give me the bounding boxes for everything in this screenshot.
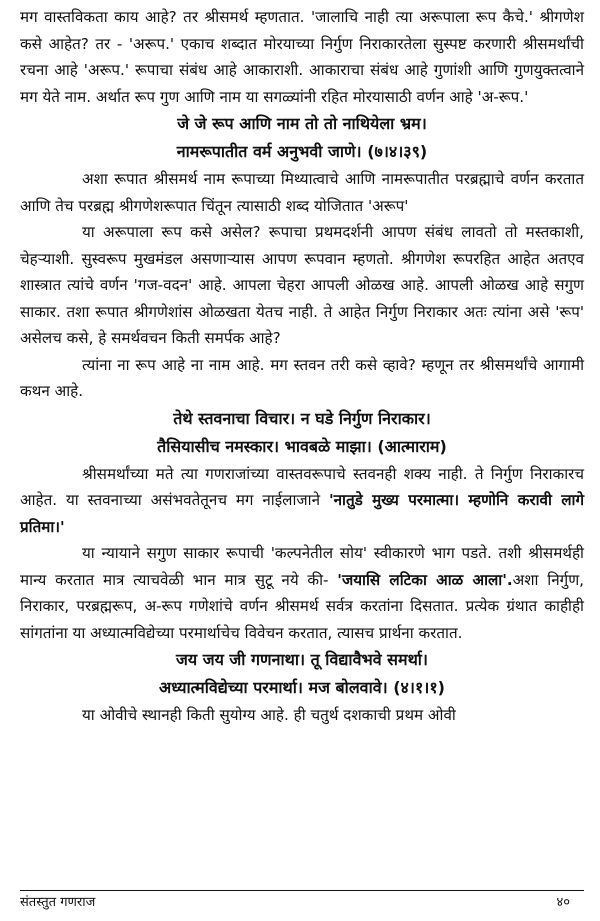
verse-1-line-2: नामरूपातीत वर्म अनुभवी जाणे। (७।४।३९)	[176, 142, 428, 161]
verse-1-line-1: जे जे रूप आणि नाम तो तो नाथियेला भ्रम।	[177, 114, 427, 133]
paragraph-7	[20, 702, 584, 729]
verse-3-line-2: अध्यात्मविद्येच्या परमार्था। मज बोलवावे। (४।१।१)	[159, 678, 445, 697]
paragraph-3-text: या अरूपाला रूप कसे असेल? रूपाचा प्रथमदर्शनी आपण संबंध लावतो तो मस्तकाशी, चेहऱ्याशी. सुस्वरूप मुखमंडल असणाऱ्यास आपण रूपवान म्हणतो. श्रीगणेश रूपरहित आहेत अतएव शास्त्रात त्यांचे वर्णन 'गज-वदन' आहे. आपला चेहरा आपली ओळख आहे. आपली ओळख आहे सगुण साकार. तशा रूपात श्रीगणेशांस ओळखता येतच नाही. ते आहेत निर्गुण निराकार अतः त्यांना असे 'रूप' असेलच कसे, हे समर्थवचन किती समर्पक आहे?	[20, 223, 584, 347]
page-number: ४०	[556, 895, 570, 910]
paragraph-4-text: त्यांना ना रूप आहे ना नाम आहे. मग स्तवन तरी कसे व्हावे? म्हणून तर श्रीसमर्थांचे आगामी कथन आहे.	[20, 355, 584, 400]
paragraph-5-text: श्रीसमर्थांच्या मते त्या गणराजांच्या वास्तवरूपाचे स्तवनही शक्य नाही. ते निर्गुण निराकारच आहेत. या स्तवनाच्या असंभवतेतूनच मग नाईलाजाने	[20, 464, 584, 509]
paragraph-2	[20, 166, 584, 219]
verse-2-line-1: तेथे स्तवनाचा विचार। न घडे निर्गुण निराकार।	[173, 408, 431, 428]
paragraph-6-text-b: अशा निर्गुण, निराकार, परब्रह्मरूप, अ-रूप गणेशांचे वर्णन श्रीसमर्थ सर्वत्र करतांना दिसतात. प्रत्येक ग्रंथात काहीही सांगतांना या अध्यात्मविद्येच्या परमार्थाचेच विवेचन करतात, त्यासच प्रार्थना करतात.	[20, 570, 584, 642]
book-title: संतस्तुत गणराज	[20, 895, 96, 910]
paragraph-6-text-a: या न्यायाने सगुण साकार रूपाची 'कल्पनेतील सोय' स्वीकारणे भाग पडते. तशी श्रीसमर्थही मान्य करतात मात्र त्याचवेळी भान मात्र सुटू नये की-	[20, 544, 584, 589]
verse-3-line-1: जय जय जी गणनाथा। तू विद्यावैभवे समर्था।	[175, 650, 428, 669]
paragraph-7-text: या ओवीचे स्थानही किती सुयोग्य आहे. ही चतुर्थ दशकाची प्रथम ओवी	[82, 706, 456, 724]
verse-2-line-2: तैसियासीच नमस्कार। भावबळे माझा। (आत्माराम)	[157, 436, 447, 456]
paragraph-1: मग वास्तविकता काय आहे? तर श्रीसमर्थ म्हणतात. 'जालाचि नाही त्या अरूपाला रूप कैचे.' श्रीगणेश कसे आहेत? तर - 'अरूप.' एकाच शब्दात मोरयाच्या निर्गुण निराकारतेला सुस्पष्ट करणारी श्रीसमर्थांची रचना आहे 'अरूप.' रूपाचा संबंध आहे आकाराशी. आकाराचा संबंध आहे गुणांशी आणि गुणयुक्तत्वाने मग येते नाम. अर्थात रूप गुण आणि नाम या सगळ्यांनी रहित मोरयासाठी वर्णन आहे 'अ-रूप.'	[20, 8, 584, 106]
paragraph-4	[20, 352, 584, 405]
paragraph-3	[20, 219, 584, 352]
paragraph-6-quote: 'जयासि लटिका आळ आला'.	[337, 570, 513, 589]
page-footer	[20, 893, 570, 913]
paragraph-6	[20, 540, 584, 646]
paragraph-5	[20, 461, 584, 541]
paragraph-5-quote: 'नातुडे मुख्य परमात्मा। म्हणोनि करावी लागे प्रतिमा।'	[20, 491, 585, 536]
footer-divider	[20, 890, 584, 891]
paragraph-2-text: अशा रूपात श्रीसमर्थ नाम रूपाच्या मिथ्यात्वाचे आणि नामरूपातीत परब्रह्माचे वर्णन करतात आणि तेच परब्रह्म श्रीगणेशरूपात चिंतून त्यासाठी शब्द योजितात 'अरूप'	[20, 170, 584, 215]
